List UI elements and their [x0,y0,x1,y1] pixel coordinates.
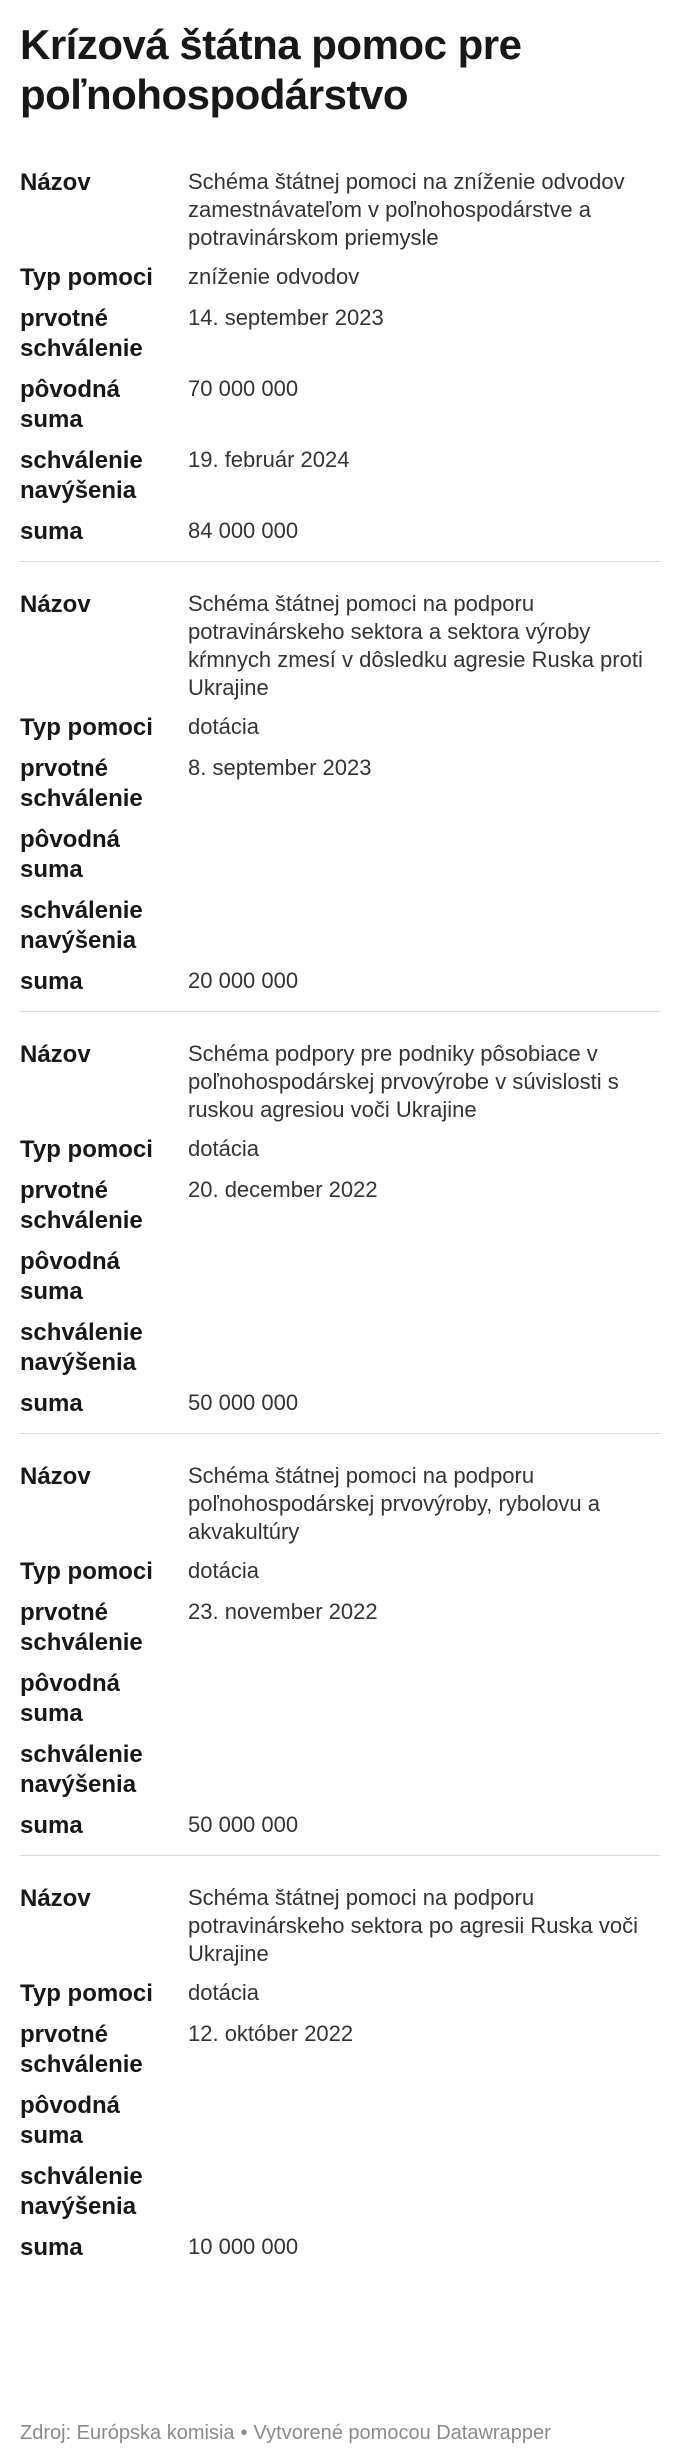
label-povodna: pôvodná suma [20,1248,120,1305]
row-povodna [20,1667,660,1729]
row-suma [20,965,660,997]
record [20,1011,660,1433]
label-prvotne: prvotné schválenie [20,1177,143,1234]
separator-dot: • [240,2422,248,2444]
label-nazov: Názov [20,591,91,618]
row-suma [20,1809,660,1841]
row-povodna [20,1245,660,1307]
row-nazov [20,1882,660,1968]
value-typ: zníženie odvodov [188,264,360,289]
label-prvotne: prvotné schválenie [20,1599,143,1656]
label-nazov: Názov [20,1885,91,1912]
value-navysenie [188,2160,660,2190]
value-nazov: Schéma štátnej pomoci na podporu poľnohospodárskej prvovýroby, rybolovu a akvakultúry [188,1463,601,1544]
label-typ: Typ pomoci [20,714,153,741]
value-prvotne: 8. september 2023 [188,755,372,780]
row-suma [20,515,660,547]
value-suma: 50 000 000 [188,1390,299,1415]
label-typ: Typ pomoci [20,264,153,291]
value-navysenie [188,1738,660,1768]
credit-link[interactable]: Vytvorené pomocou Datawrapper [253,2422,551,2444]
value-navysenie [188,1316,660,1346]
row-nazov [20,1460,660,1546]
label-suma: suma [20,518,83,545]
row-nazov [20,1038,660,1124]
value-prvotne: 20. december 2022 [188,1177,378,1202]
row-prvotne [20,752,660,814]
records-list [20,152,660,2277]
label-navysenie: schválenie navýšenia [20,1319,143,1376]
row-navysenie [20,1738,660,1800]
label-nazov: Názov [20,1041,91,1068]
label-nazov: Názov [20,169,91,196]
label-povodna: pôvodná suma [20,2092,120,2149]
record [20,561,660,1011]
record [20,1433,660,1855]
value-nazov: Schéma podpory pre podniky pôsobiace v poľnohospodárskej prvovýrobe v súvislosti s ruskou agresiou voči Ukrajine [188,1041,619,1122]
label-typ: Typ pomoci [20,1980,153,2007]
value-nazov: Schéma štátnej pomoci na zníženie odvodov zamestnávateľom v poľnohospodárstve a potravinárskom priemysle [188,169,625,250]
row-povodna [20,2089,660,2151]
value-povodna [188,1245,660,1275]
row-navysenie [20,1316,660,1378]
value-prvotne: 12. október 2022 [188,2021,354,2046]
label-navysenie: schválenie navýšenia [20,2163,143,2220]
row-typ [20,261,660,293]
row-povodna [20,823,660,885]
row-navysenie [20,894,660,956]
row-typ [20,1133,660,1165]
label-povodna: pôvodná suma [20,826,120,883]
row-nazov [20,166,660,252]
label-navysenie: schválenie navýšenia [20,447,143,504]
label-povodna: pôvodná suma [20,376,120,433]
row-nazov [20,588,660,702]
value-povodna [188,1667,660,1697]
label-prvotne: prvotné schválenie [20,755,143,812]
label-navysenie: schválenie navýšenia [20,897,143,954]
row-typ [20,1555,660,1587]
record [20,152,660,561]
footer-note [20,2420,551,2446]
value-typ: dotácia [188,1136,259,1161]
value-typ: dotácia [188,1558,259,1583]
value-nazov: Schéma štátnej pomoci na podporu potravinárskeho sektora a sektora výroby kŕmnych zmesí v dôsledku agresie Ruska proti Ukrajine [188,591,643,700]
label-suma: suma [20,1812,83,1839]
label-typ: Typ pomoci [20,1136,153,1163]
value-navysenie [188,894,660,924]
row-povodna [20,373,660,435]
value-povodna [188,2089,660,2119]
value-prvotne: 14. september 2023 [188,305,384,330]
value-povodna [188,823,660,853]
row-typ [20,711,660,743]
value-typ: dotácia [188,714,259,739]
label-povodna: pôvodná suma [20,1670,120,1727]
row-suma [20,1387,660,1419]
value-nazov: Schéma štátnej pomoci na podporu potravinárskeho sektora po agresii Ruska voči Ukrajine [188,1885,639,1966]
row-suma [20,2231,660,2263]
row-prvotne [20,2018,660,2080]
label-prvotne: prvotné schválenie [20,2021,143,2078]
record [20,1855,660,2277]
label-typ: Typ pomoci [20,1558,153,1585]
label-suma: suma [20,968,83,995]
page-title: Krízová štátna pomoc pre poľnohospodárstvo [20,21,522,118]
value-suma: 84 000 000 [188,518,299,543]
label-suma: suma [20,2234,83,2261]
value-suma: 20 000 000 [188,968,299,993]
value-navysenie: 19. február 2024 [188,447,350,472]
row-prvotne [20,1596,660,1658]
source-text: Zdroj: Európska komisia [20,2422,235,2444]
value-suma: 50 000 000 [188,1812,299,1837]
label-navysenie: schválenie navýšenia [20,1741,143,1798]
label-nazov: Názov [20,1463,91,1490]
row-prvotne [20,302,660,364]
label-suma: suma [20,1390,83,1417]
value-prvotne: 23. november 2022 [188,1599,378,1624]
value-suma: 10 000 000 [188,2234,299,2259]
row-prvotne [20,1174,660,1236]
row-typ [20,1977,660,2009]
label-prvotne: prvotné schválenie [20,305,143,362]
value-typ: dotácia [188,1980,259,2005]
value-povodna: 70 000 000 [188,376,299,401]
row-navysenie [20,2160,660,2222]
row-navysenie [20,444,660,506]
